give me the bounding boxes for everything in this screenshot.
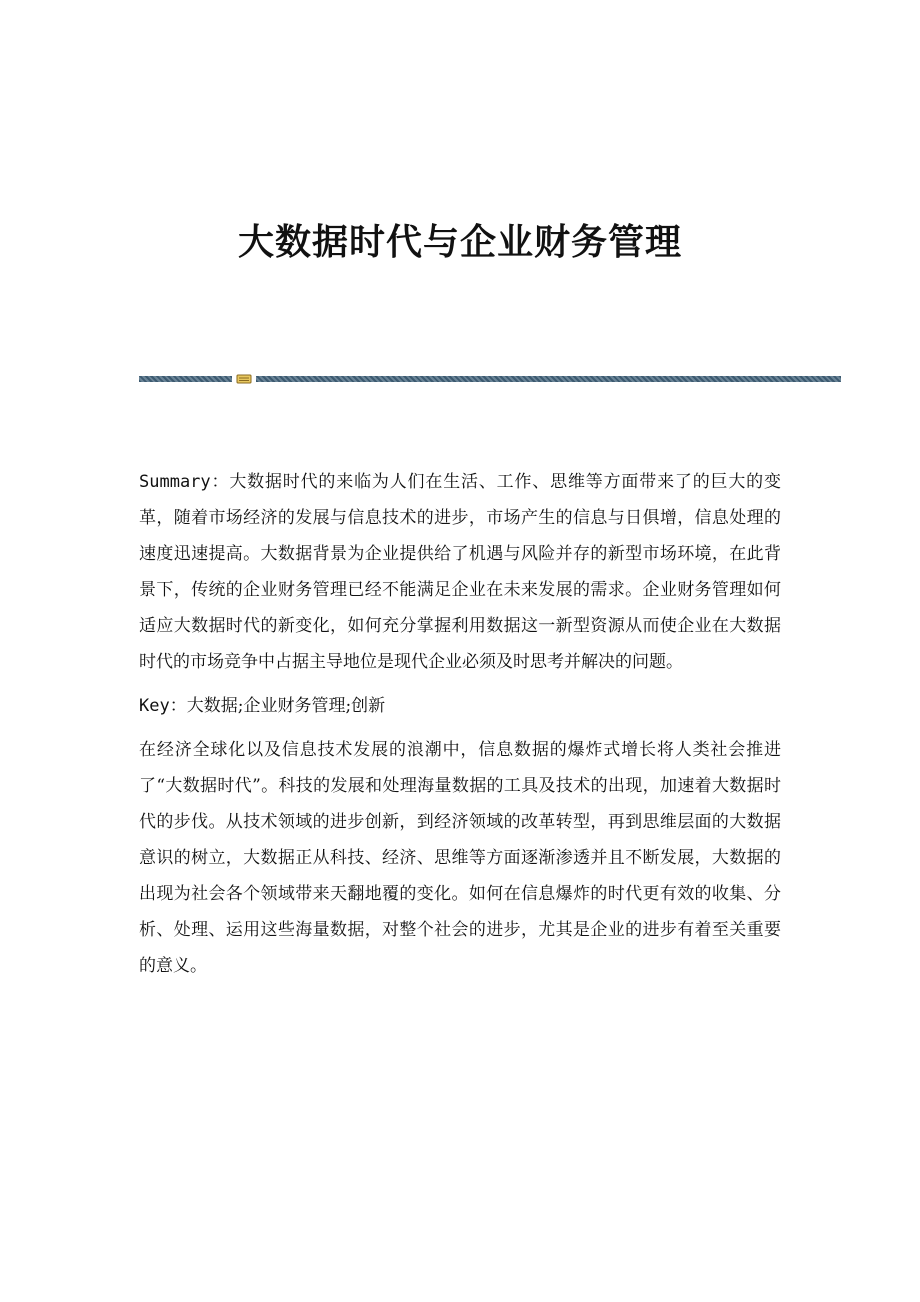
- key-label: Key: [139, 696, 170, 716]
- key-label-separator: ：: [169, 696, 187, 716]
- page-title: 大数据时代与企业财务管理: [237, 221, 682, 263]
- divider-bar-right: [256, 376, 841, 382]
- keywords-paragraph: [139, 688, 781, 724]
- summary-paragraph: [139, 464, 781, 680]
- summary-label: Summary: [139, 472, 211, 492]
- ornament-icon: [236, 374, 252, 384]
- document-body: [139, 464, 781, 992]
- keywords-text: 大数据;企业财务管理;创新: [186, 696, 386, 716]
- divider-bar-left: [139, 376, 232, 382]
- title-divider: [139, 374, 841, 384]
- summary-text: 大数据时代的来临为人们在生活、工作、思维等方面带来了的巨大的变革，随着市场经济的发展与信息技术的进步，市场产生的信息与日俱增，信息处理的速度迅速提高。大数据背景为企业提供给了机遇与风险并存的新型市场环境，在此背景下，传统的企业财务管理已经不能满足企业在未来发展的需求。企业财务管理如何适应大数据时代的新变化，如何充分掌握利用数据这一新型资源从而使企业在大数据时代的市场竞争中占据主导地位是现代企业必须及时思考并解决的问题。: [139, 472, 782, 672]
- body-paragraph: 在经济全球化以及信息技术发展的浪潮中，信息数据的爆炸式增长将人类社会推进了“大数据时代”。科技的发展和处理海量数据的工具及技术的出现，加速着大数据时代的步伐。从技术领域的进步创新，到经济领域的改革转型，再到思维层面的大数据意识的树立，大数据正从科技、经济、思维等方面逐渐渗透并且不断发展，大数据的出现为社会各个领域带来天翻地覆的变化。如何在信息爆炸的时代更有效的收集、分析、处理、运用这些海量数据，对整个社会的进步，尤其是企业的进步有着至关重要的意义。: [139, 740, 781, 976]
- summary-label-separator: ：: [210, 472, 230, 492]
